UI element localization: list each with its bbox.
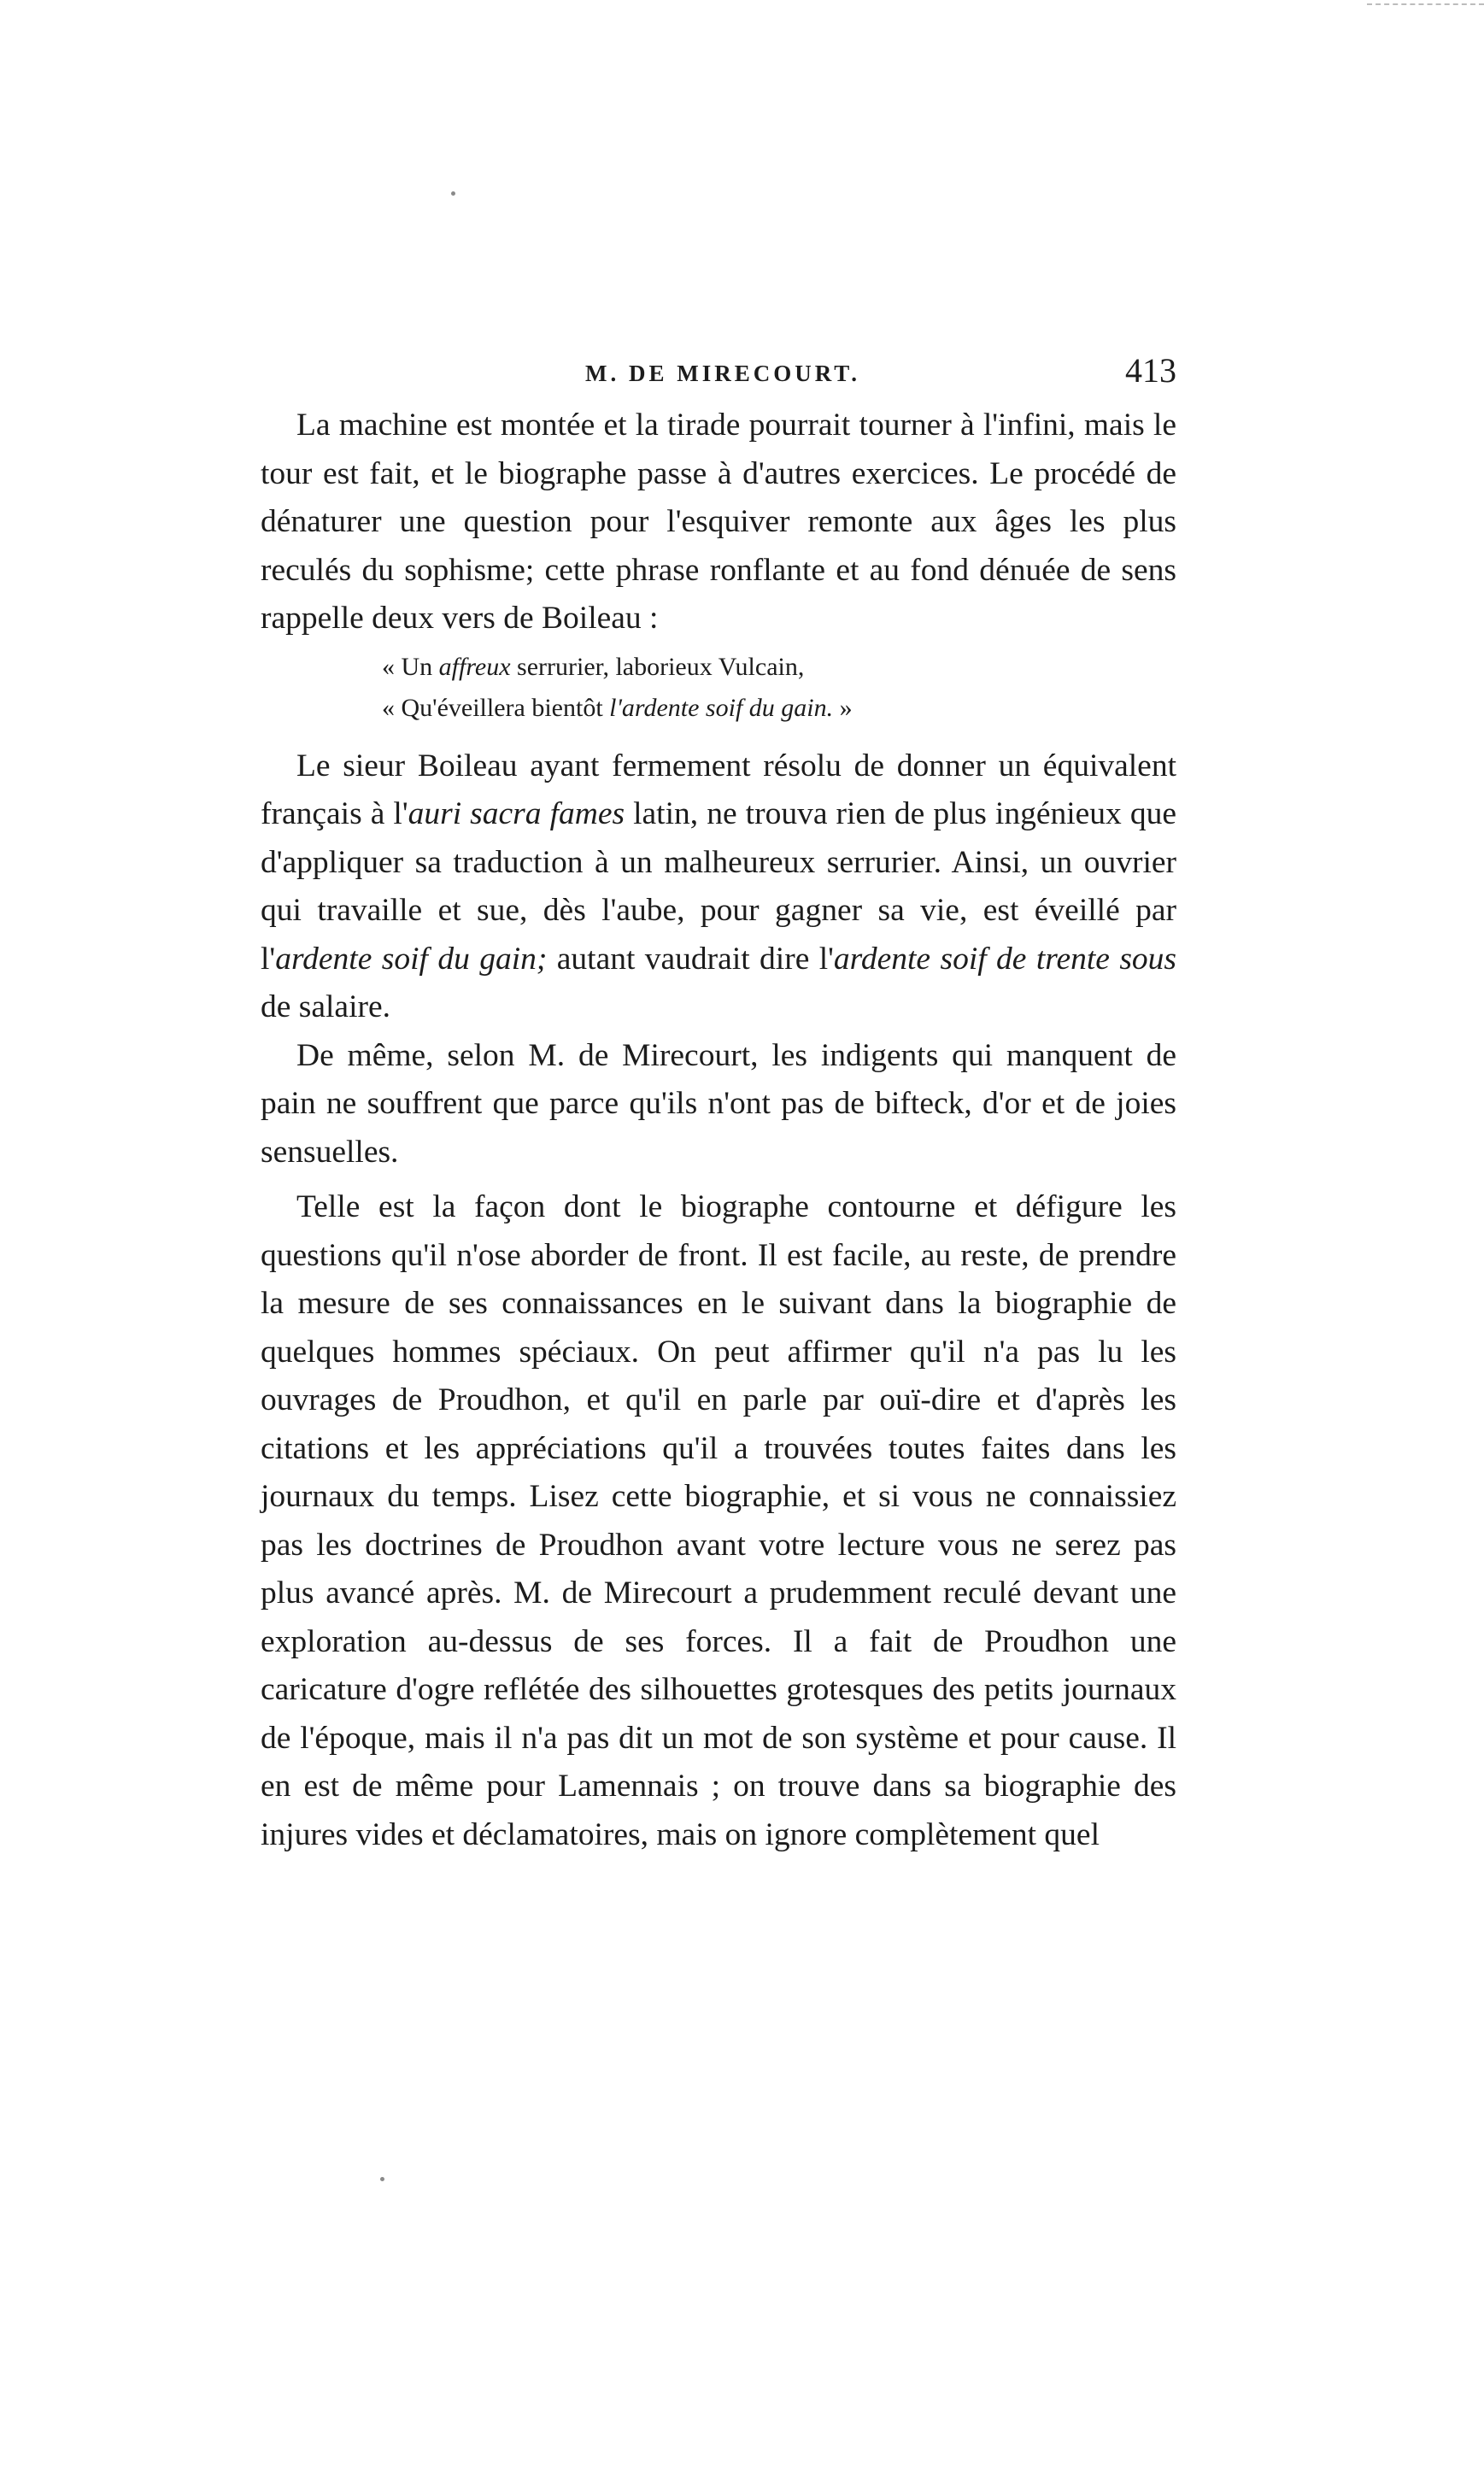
verse-quote — [382, 647, 1176, 729]
paragraph-2 — [261, 742, 1176, 1032]
paragraph-gap — [261, 1176, 1176, 1183]
running-head — [261, 350, 1176, 402]
paragraph-3: De même, selon M. de Mirecourt, les indigents qui manquent de pain ne souffrent que parce qu'ils n'ont pas de bifteck, d'or et de joies sensuelles. — [261, 1037, 1176, 1170]
paragraph-2-text-c: autant vaudrait dire l' — [547, 941, 834, 977]
verse-line-1-italic: affreux — [438, 652, 511, 681]
paragraph-2-italic-2: ardente soif du gain; — [275, 941, 548, 977]
verse-line-1-start: « Un — [382, 652, 439, 681]
running-title: M. DE MIRECOURT. — [585, 361, 861, 386]
verse-line-2 — [382, 688, 1176, 729]
verse-line-2-start: « Qu'éveillera bientôt — [382, 693, 610, 722]
paragraph-2-text-a: Le sieur Boileau ayant fermement résolu de donner un équivalent français à l' — [261, 748, 1176, 831]
paper-speck — [380, 2177, 384, 2181]
paper-speck — [451, 191, 455, 196]
top-edge-mark — [1367, 3, 1484, 7]
paragraph-2-italic-3: ardente soif de trente sous — [833, 941, 1177, 977]
paragraph-1: La machine est montée et la tirade pourrait tourner à l'infini, mais le tour est fait, et le biographe passe à d'autres exercices. Le procédé de dénaturer une question pour l'esquiver remonte aux âges les plus reculés du sophisme; cette phrase ronflante et au fond dénuée de sens rappelle deux vers de Boileau : — [261, 408, 1176, 636]
verse-line-1-end: serrurier, laborieux Vulcain, — [510, 652, 805, 681]
verse-line-2-italic: l'ardente soif du gain. — [609, 693, 834, 722]
book-page — [261, 350, 1176, 1859]
paragraph-2-italic-1: auri sacra fames — [408, 796, 625, 831]
verse-line-2-end: » — [833, 693, 853, 722]
page-number: 413 — [1125, 351, 1176, 390]
paragraph-2-text-d: de salaire. — [261, 989, 390, 1024]
paragraph-2-text-b: latin, ne trouva rien de plus ingénieux que d'appliquer sa traduction à un malheureux serrurier. Ainsi, un ouvrier qui travaille et sue, dès l'aube, pour gagner sa vie, est éveillé par l' — [261, 796, 1176, 977]
verse-line-1 — [382, 647, 1176, 688]
paragraph-4: Telle est la façon dont le biographe contourne et défigure les questions qu'il n'ose aborder de front. Il est facile, au reste, de prendre la mesure de ses connaissances en le suivant dans la biographie de quelques hommes spéciaux. On peut affirmer qu'il n'a pas lu les ouvrages de Proudhon, et qu'il en parle par ouï-dire et d'après les citations et les appréciations qu'il a trouvées toutes faites dans les journaux du temps. Lisez cette biographie, et si vous ne connaissiez pas les doctrines de Proudhon avant votre lecture vous ne serez pas plus avancé après. M. de Mirecourt a prudemment reculé devant une exploration au-dessus de ses forces. Il a fait de Proudhon une caricature d'ogre reflétée des silhouettes grotesques des petits journaux de l'époque, mais il n'a pas dit un mot de son système et pour cause. Il en est de même pour Lamennais ; on trouve dans sa biographie des injures vides et déclamatoires, mais on ignore complètement quel — [261, 1189, 1176, 1852]
